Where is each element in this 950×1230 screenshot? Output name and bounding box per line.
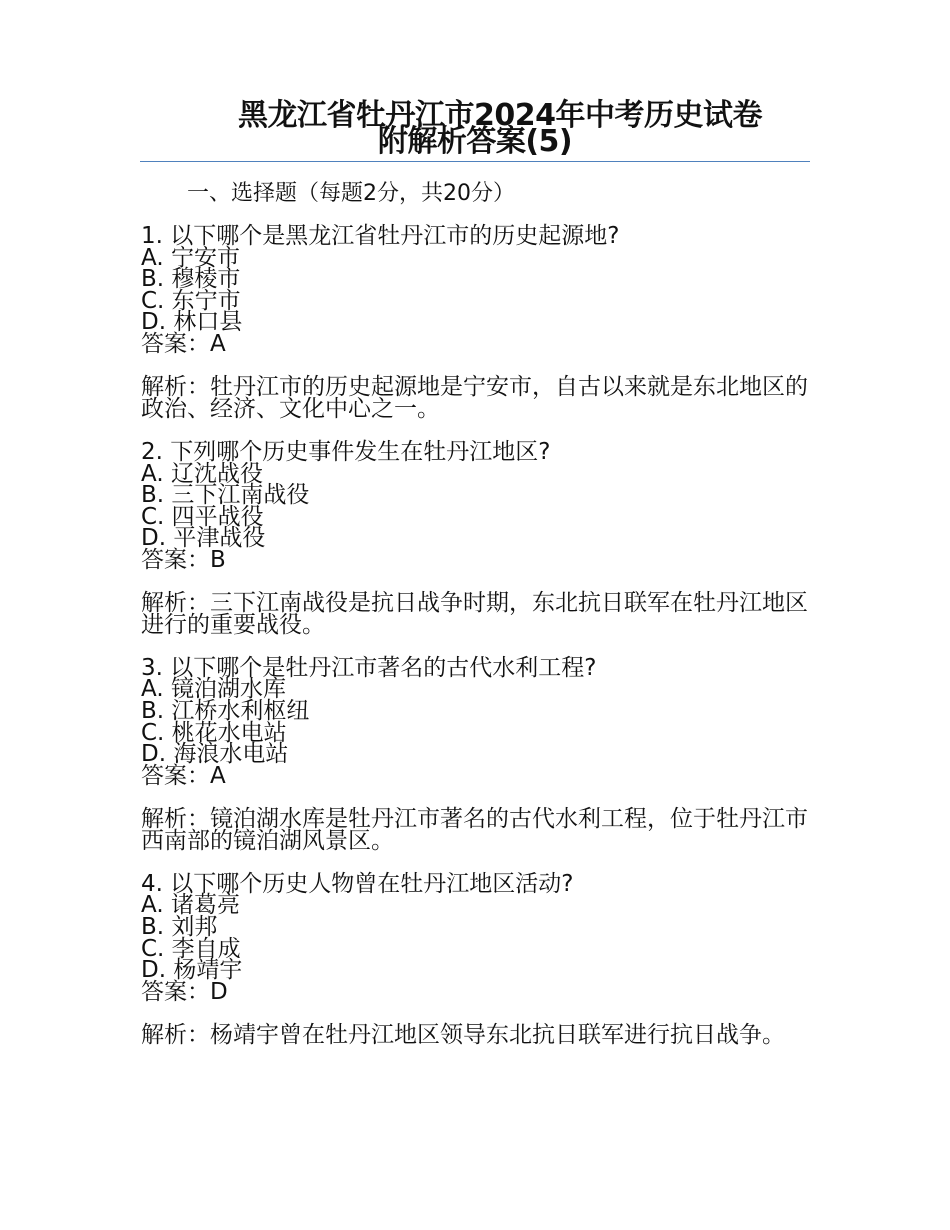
question-2 [141,438,813,638]
option-c: C. 东宁市 [141,287,241,314]
option-a: A. 辽沈战役 [141,460,263,487]
question-stem: 2. 下列哪个历史事件发生在牡丹江地区? [141,438,551,465]
answer: 答案：B [141,546,226,573]
title-line-2: 附解析答案(5) [377,124,573,159]
question-stem: 4. 以下哪个历史人物曾在牡丹江地区活动? [141,870,574,897]
option-a: A. 镜泊湖水库 [141,676,286,703]
title-underline [140,161,810,162]
analysis: 解析：三下江南战役是抗日战争时期，东北抗日联军在牡丹江地区进行的重要战役。 [141,590,808,638]
option-d: D. 林口县 [141,309,243,336]
question-4 [141,870,813,1048]
question-stem: 1. 以下哪个是黑龙江省牡丹江市的历史起源地? [141,223,620,249]
analysis: 解析：镜泊湖水库是牡丹江市著名的古代水利工程，位于牡丹江市西南部的镜泊湖风景区。 [141,806,808,854]
option-b: B. 刘邦 [141,914,218,940]
title-line-1: 黑龙江省牡丹江市2024年中考历史试卷 [238,98,762,133]
option-d: D. 平津战役 [141,525,266,552]
analysis: 解析：杨靖宇曾在牡丹江地区领导东北抗日联军进行抗日战争。 [141,1021,785,1048]
option-c: C. 桃花水电站 [141,719,287,746]
option-d: D. 杨靖宇 [141,957,243,984]
option-b: B. 三下江南战役 [141,482,310,509]
option-c: C. 四平战役 [141,503,264,530]
option-a: A. 诸葛亮 [141,892,240,919]
answer: 答案：D [141,978,228,1005]
question-stem: 3. 以下哪个是牡丹江市著名的古代水利工程? [141,654,597,681]
section-heading: 一、选择题（每题2分，共20分） [187,181,515,206]
question-3 [141,654,813,854]
question-1 [141,223,813,422]
document-title [140,98,810,159]
analysis: 解析：牡丹江市的历史起源地是宁安市，自古以来就是东北地区的政治、经济、文化中心之一。 [141,374,808,422]
answer: 答案：A [141,330,226,357]
option-b: B. 江桥水利枢纽 [141,698,310,725]
question-list [141,223,813,1048]
option-b: B. 穆棱市 [141,266,241,293]
option-d: D. 海浪水电站 [141,741,289,768]
option-a: A. 宁安市 [141,244,240,271]
option-c: C. 李自成 [141,935,241,962]
answer: 答案：A [141,762,226,789]
